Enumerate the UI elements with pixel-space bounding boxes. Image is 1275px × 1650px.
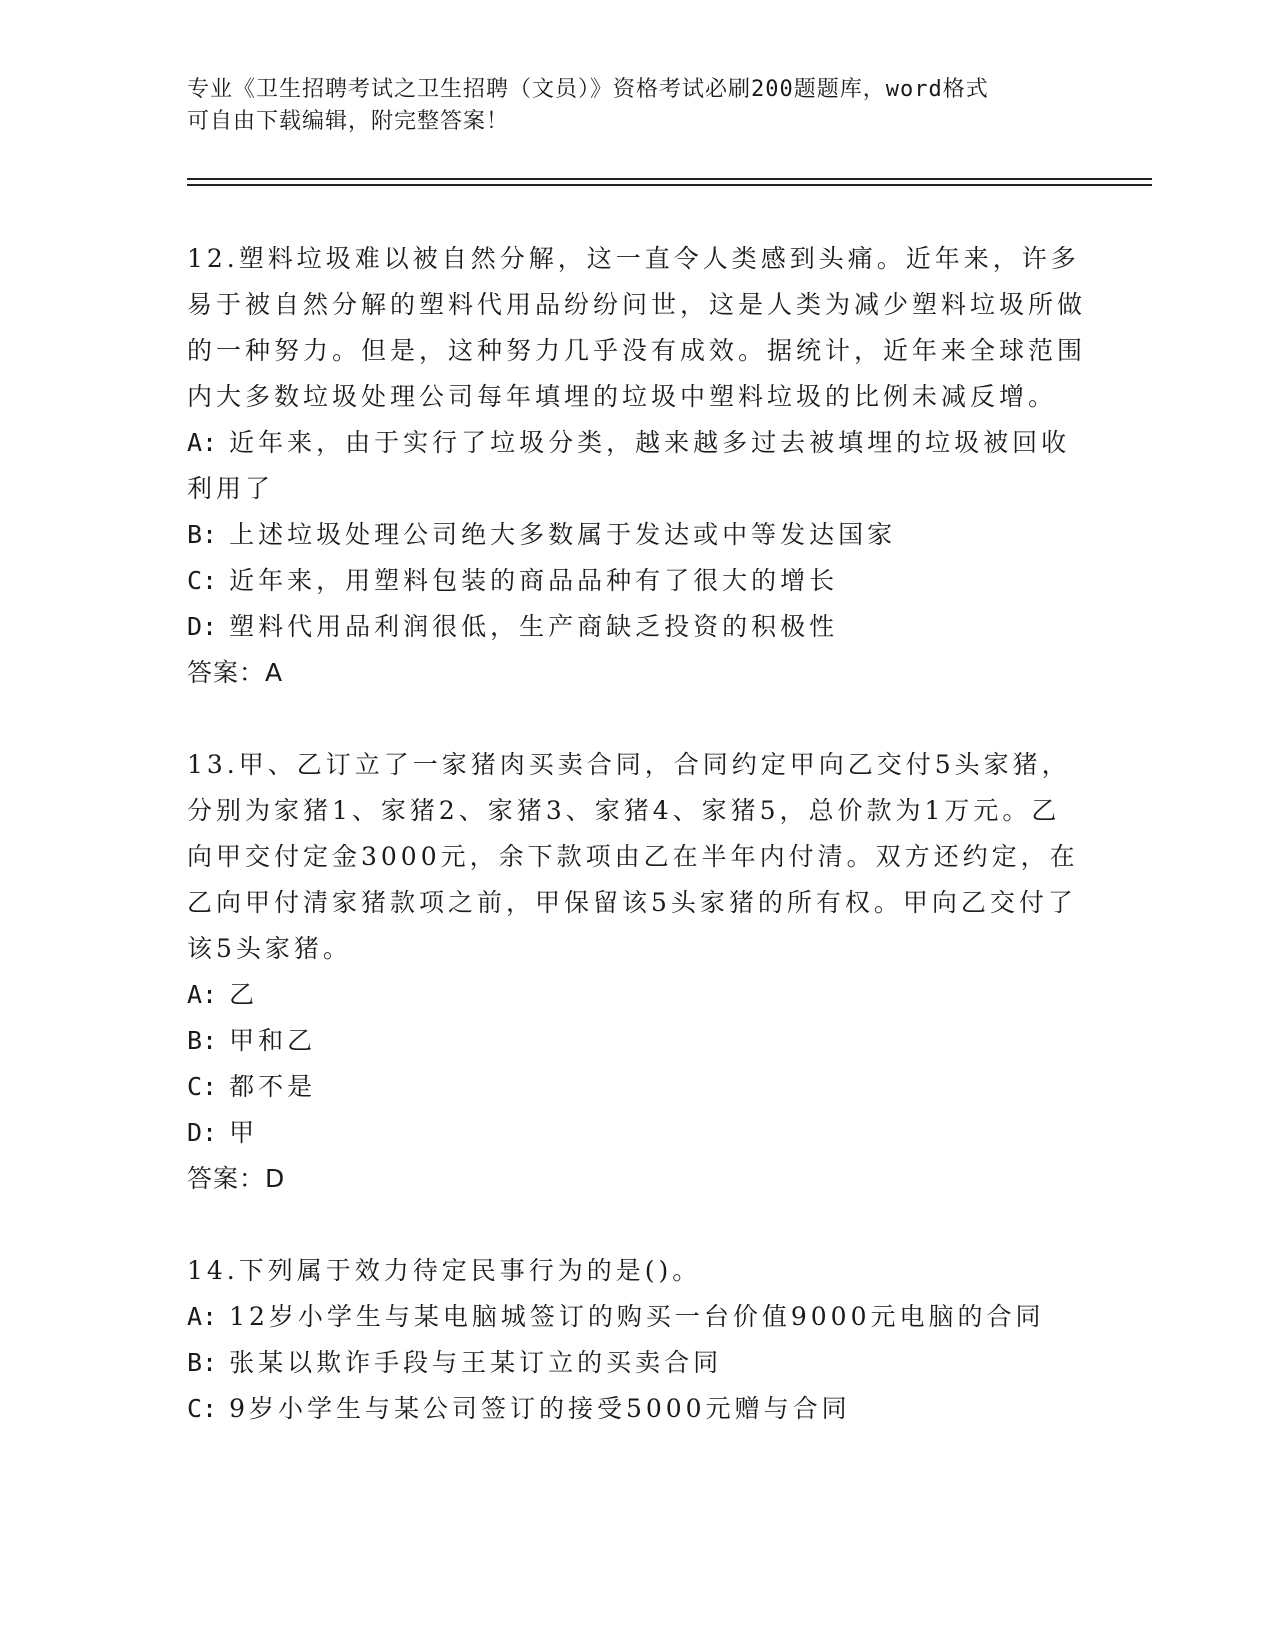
header-divider-top xyxy=(187,178,1152,180)
question-12 xyxy=(187,236,1087,696)
header-line-2: 可自由下载编辑，附完整答案！ xyxy=(187,109,510,134)
option-a xyxy=(187,972,1087,1018)
option-letter: D: xyxy=(187,612,218,641)
answer-line: 答案：A xyxy=(187,658,284,687)
option-letter: C: xyxy=(187,566,218,595)
question-stem: 12.塑料垃圾难以被自然分解，这一直令人类感到头痛。近年来，许多易于被自然分解的塑料代用品纷纷问世，这是人类为减少塑料垃圾所做的一种努力。但是，这种努力几乎没有成效。据统计，近年来全球范围内大多数垃圾处理公司每年填埋的垃圾中塑料垃圾的比例未减反增。 xyxy=(187,244,1087,411)
option-c xyxy=(187,1386,1087,1432)
header-line-1: 专业《卫生招聘考试之卫生招聘（文员）》资格考试必刷200题题库，word格式 xyxy=(187,77,989,102)
question-stem: 13.甲、乙订立了一家猪肉买卖合同，合同约定甲向乙交付5头家猪，分别为家猪1、家猪2、家猪3、家猪4、家猪5，总价款为1万元。乙向甲交付定金3000元，余下款项由乙在半年内付清。双方还约定，在乙向甲付清家猪款项之前，甲保留该5头家猪的所有权。甲向乙交付了该5头家猪。 xyxy=(187,750,1079,963)
option-letter: A: xyxy=(187,980,218,1009)
option-d xyxy=(187,604,1087,650)
option-text: 近年来，由于实行了垃圾分类，越来越多过去被填埋的垃圾被回收利用了 xyxy=(187,428,1071,503)
option-c xyxy=(187,558,1087,604)
option-text: 都不是 xyxy=(229,1072,317,1101)
option-text: 近年来，用塑料包装的商品品种有了很大的增长 xyxy=(229,566,839,595)
option-b xyxy=(187,1018,1087,1064)
option-letter: B: xyxy=(187,520,218,549)
question-stem: 14.下列属于效力待定民事行为的是()。 xyxy=(187,1256,702,1285)
document-header xyxy=(187,74,1087,138)
option-b xyxy=(187,1340,1087,1386)
option-letter: B: xyxy=(187,1348,218,1377)
header-divider-bottom xyxy=(187,184,1152,186)
option-letter: D: xyxy=(187,1118,218,1147)
option-a xyxy=(187,420,1087,512)
option-letter: C: xyxy=(187,1394,218,1423)
option-text: 上述垃圾处理公司绝大多数属于发达或中等发达国家 xyxy=(229,520,897,549)
option-text: 塑料代用品利润很低，生产商缺乏投资的积极性 xyxy=(229,612,839,641)
option-letter: A: xyxy=(187,1302,218,1331)
option-letter: C: xyxy=(187,1072,218,1101)
option-b xyxy=(187,512,1087,558)
option-letter: A: xyxy=(187,428,218,457)
option-c xyxy=(187,1064,1087,1110)
answer-line: 答案：D xyxy=(187,1164,286,1193)
option-a xyxy=(187,1294,1087,1340)
option-text: 甲和乙 xyxy=(229,1026,317,1055)
question-13 xyxy=(187,742,1087,1202)
question-list xyxy=(187,236,1087,1478)
option-text: 乙 xyxy=(229,980,259,1009)
option-text: 12岁小学生与某电脑城签订的购买一台价值9000元电脑的合同 xyxy=(229,1302,1045,1331)
option-d xyxy=(187,1110,1087,1156)
option-text: 9岁小学生与某公司签订的接受5000元赠与合同 xyxy=(229,1394,851,1423)
question-14 xyxy=(187,1248,1087,1432)
option-text: 甲 xyxy=(229,1118,259,1147)
option-letter: B: xyxy=(187,1026,218,1055)
option-text: 张某以欺诈手段与王某订立的买卖合同 xyxy=(229,1348,723,1377)
